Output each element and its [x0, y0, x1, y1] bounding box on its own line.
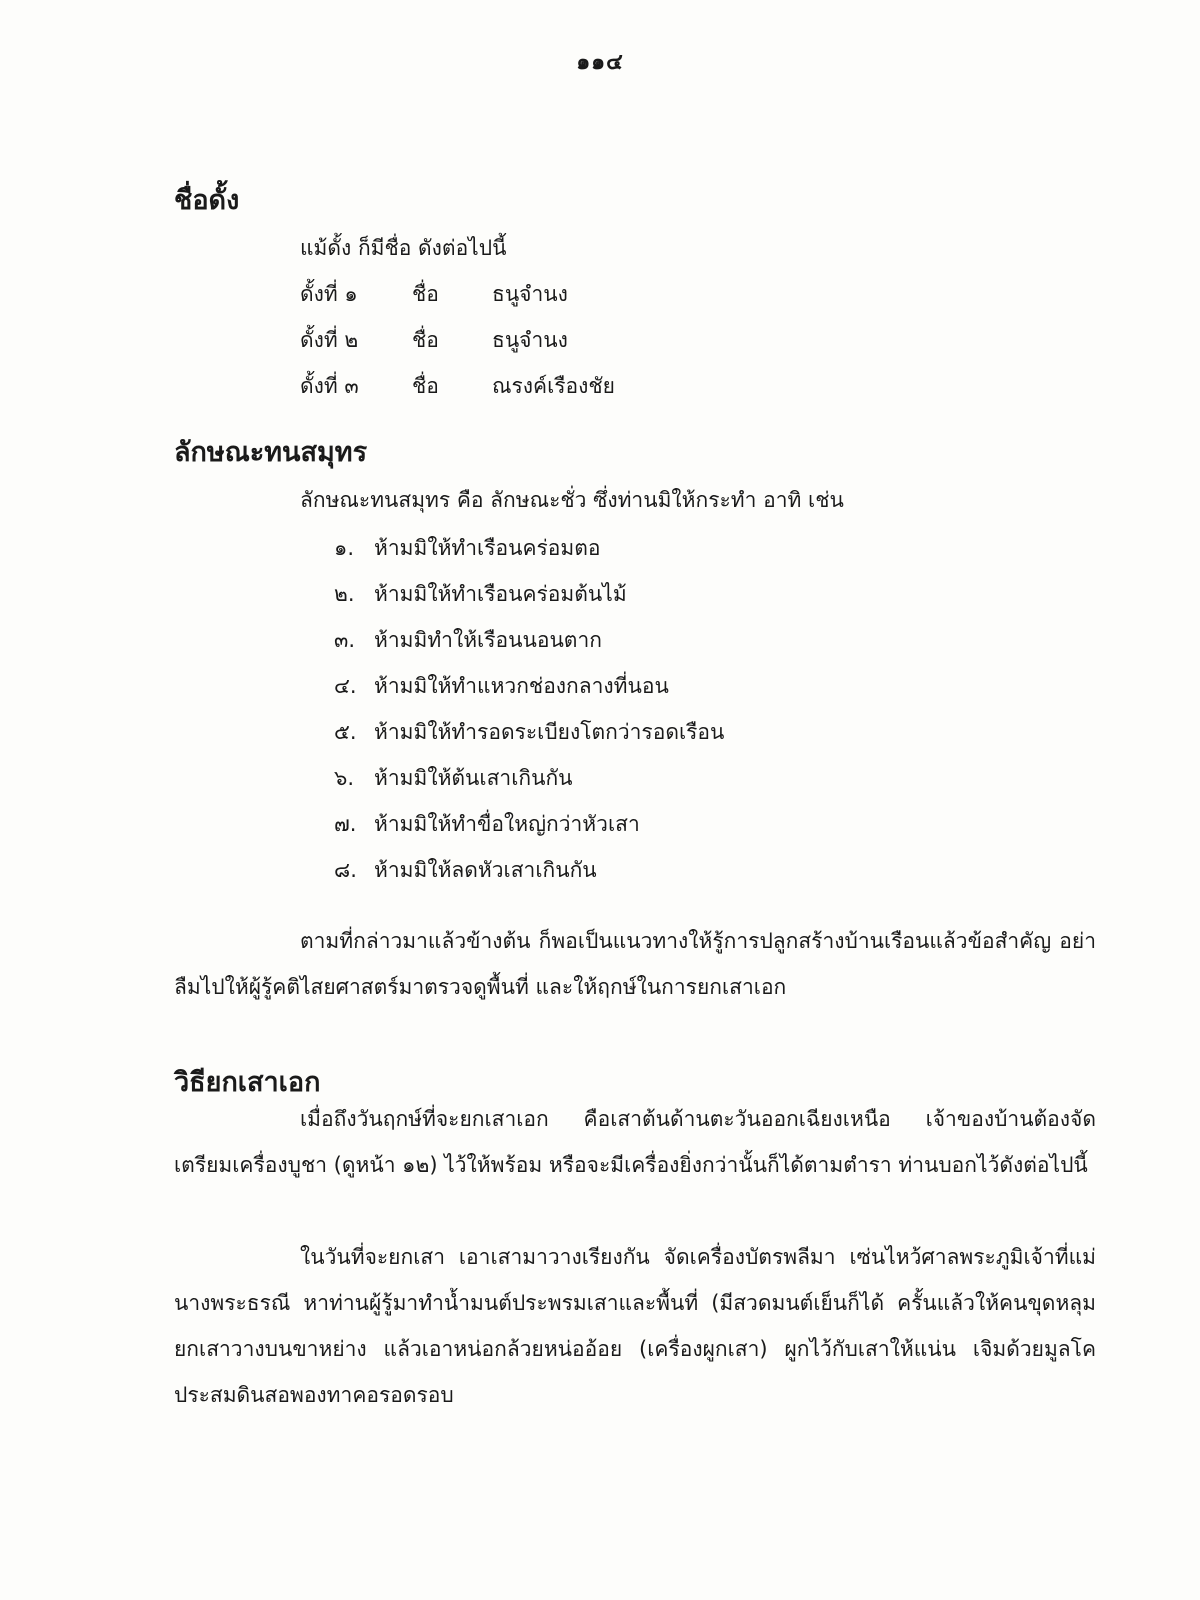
list-item — [334, 808, 640, 841]
ritual-paragraph — [174, 1234, 1096, 1418]
list-item-number: ๔. — [334, 674, 357, 698]
ritual-paragraph — [174, 1096, 1096, 1188]
list-item-number: ๗. — [334, 812, 357, 836]
list-item — [334, 716, 724, 749]
names-row-label: ดั้งที่ ๓ — [300, 374, 359, 398]
list-item — [334, 670, 669, 703]
list-item — [334, 578, 627, 611]
list-item-text: ห้ามมิให้ทำแหวกช่องกลางที่นอน — [374, 674, 669, 698]
summary-paragraph — [174, 918, 1096, 1010]
taboo-intro: ลักษณะทนสมุทร คือ ลักษณะชั่ว ซึ่งท่านมิให้กระทำ อาทิ เช่น — [300, 488, 844, 512]
list-item-number: ๑. — [334, 536, 355, 560]
list-item-text: ห้ามมิทำให้เรือนนอนตาก — [374, 628, 602, 652]
section-heading-taboo: ลักษณะทนสมุทร — [174, 437, 368, 468]
names-row-key: ชื่อ — [412, 328, 439, 352]
list-item — [334, 532, 601, 565]
list-item-number: ๓. — [334, 628, 356, 652]
section-heading-ritual: วิธียกเสาเอก — [174, 1067, 321, 1098]
list-item-text: ห้ามมิให้ทำขื่อใหญ่กว่าหัวเสา — [374, 812, 640, 836]
page-number: ๑๑๔ — [576, 50, 624, 75]
list-item-text: ห้ามมิให้ลดหัวเสาเกินกัน — [374, 858, 597, 882]
list-item-number: ๖. — [334, 766, 355, 790]
names-row-label: ดั้งที่ ๒ — [300, 328, 359, 352]
section-heading-names: ชื่อดั้ง — [174, 185, 240, 216]
list-item — [334, 762, 573, 795]
list-item-number: ๘. — [334, 858, 357, 882]
names-row-value: ณรงค์เรืองชัย — [492, 374, 615, 398]
ritual-paragraph-text: ในวันที่จะยกเสา เอาเสามาวางเรียงกัน จัดเครื่องบัตรพลีมา เซ่นไหว้ศาลพระภูมิเจ้าที่แม่นางพระธรณี หาท่านผู้รู้มาทำน้ำมนต์ประพรมเสาและพื้นที่ (มีสวดมนต์เย็นก็ได้ ครั้นแล้วให้คนขุดหลุม ยกเสาวางบนขาหย่าง แล้วเอาหน่อกล้วยหน่ออ้อย (เครื่องผูกเสา) ผูกไว้กับเสาให้แน่น เจิมด้วยมูลโคประสมดินสอพองทาคอรอดรอบ — [174, 1245, 1096, 1407]
list-item-text: ห้ามมิให้ทำเรือนคร่อมตอ — [374, 536, 601, 560]
list-item-number: ๒. — [334, 582, 355, 606]
list-item-text: ห้ามมิให้ทำเรือนคร่อมต้นไม้ — [374, 582, 627, 606]
names-row-label: ดั้งที่ ๑ — [300, 282, 358, 306]
ritual-paragraph-text: เมื่อถึงวันฤกษ์ที่จะยกเสาเอก คือเสาต้นด้านตะวันออกเฉียงเหนือ เจ้าของบ้านต้องจัดเตรียมเครื่องบูชา (ดูหน้า ๑๒) ไว้ให้พร้อม หรือจะมีเครื่องยิ่งกว่านั้นก็ได้ตามตำรา ท่านบอกไว้ดังต่อไปนี้ — [174, 1107, 1096, 1177]
list-item-text: ห้ามมิให้ทำรอดระเบียงโตกว่ารอดเรือน — [374, 720, 725, 744]
list-item-number: ๕. — [334, 720, 357, 744]
list-item — [334, 624, 602, 657]
list-item — [334, 854, 597, 887]
list-item-text: ห้ามมิให้ต้นเสาเกินกัน — [374, 766, 573, 790]
names-intro: แม้ดั้ง ก็มีชื่อ ดังต่อไปนี้ — [300, 236, 507, 260]
names-row-key: ชื่อ — [412, 374, 439, 398]
summary-text: ตามที่กล่าวมาแล้วข้างต้น ก็พอเป็นแนวทางให้รู้การปลูกสร้างบ้านเรือนแล้วข้อสำคัญ อย่าลืมไปให้ผู้รู้คติไสยศาสตร์มาตรวจดูพื้นที่ และให้ฤกษ์ในการยกเสาเอก — [174, 929, 1096, 999]
names-row-value: ธนูจำนง — [492, 282, 568, 306]
names-row-value: ธนูจำนง — [492, 328, 568, 352]
names-row-key: ชื่อ — [412, 282, 439, 306]
